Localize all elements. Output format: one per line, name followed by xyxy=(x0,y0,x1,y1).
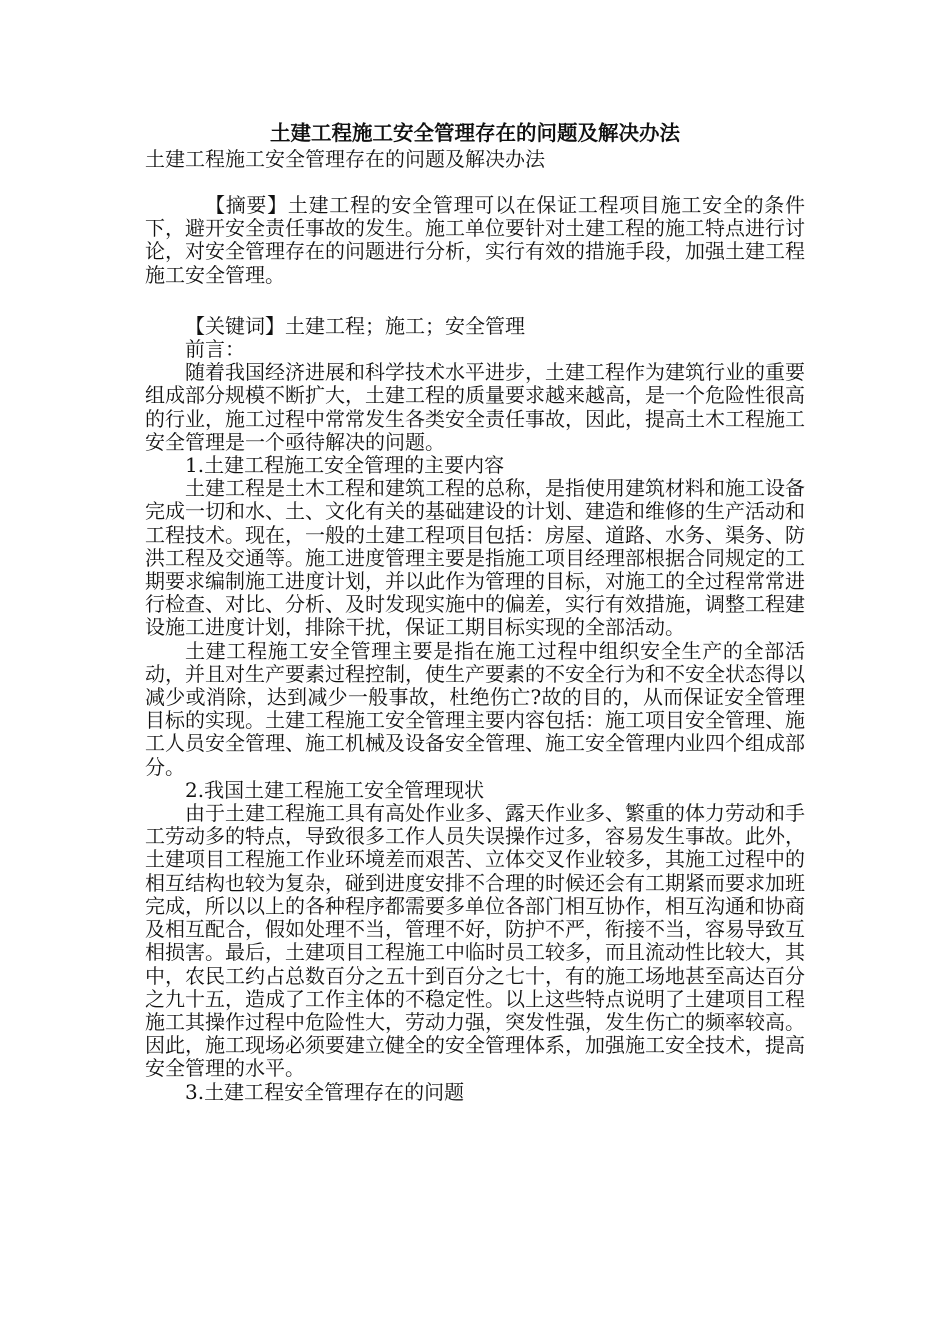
section-1-paragraph-2: 土建工程施工安全管理主要是指在施工过程中组织安全生产的全部活动，并且对生产要素过程控制，使生产要素的不安全行为和不安全状态得以减少或消除，达到减少一般事故，杜绝伤亡?故的目的，从而保证安全管理目标的实现。土建工程施工安全管理主要内容包括：施工项目安全管理、施工人员安全管理、施工机械及设备安全管理、施工安全管理内业四个组成部分。 xyxy=(145,638,805,779)
section-2-heading: 2.我国土建工程施工安全管理现状 xyxy=(185,777,485,802)
section-3-heading: 3.土建工程安全管理存在的问题 xyxy=(185,1079,465,1104)
section-1-paragraph-1: 土建工程是土木工程和建筑工程的总称，是指使用建筑材料和施工设备完成一切和水、土、文化有关的基础建设的计划、建造和维修的生产活动和工程技术。现在，一般的土建工程项目包括：房屋、道路、水务、渠务、防洪工程及交通等。施工进度管理主要是指施工项目经理部根据合同规定的工期要求编制施工进度计划，并以此作为管理的目标，对施工的全过程常常进行检查、对比、分析、及时发现实施中的偏差，实行有效措施，调整工程建设施工进度计划，排除干扰，保证工期目标实现的全部活动。 xyxy=(145,476,805,640)
preface-label: 前言： xyxy=(185,337,245,362)
section-2-paragraph-1: 由于土建工程施工具有高处作业多、露天作业多、繁重的体力劳动和手工劳动多的特点，导致很多工作人员失误操作过多，容易发生事故。此外，土建项目工程施工作业环境差而艰苦、立体交叉作业较多，其施工过程中的相互结构也较为复杂，碰到进度安排不合理的时候还会有工期紧而要求加班完成，所以以上的各种程序都需要多单位各部门相互协作，相互沟通和协商及相互配合，假如处理不当，管理不好，防护不严，衔接不当，容易导致互相损害。最后，土建项目工程施工中临时员工较多，而且流动性比较大，其中，农民工约占总数百分之五十到百分之七十，有的施工场地甚至高达百分之九十五，造成了工作主体的不稳定性。以上这些特点说明了土建项目工程施工其操作过程中危险性大，劳动力强，突发性强，发生伤亡的频率较高。因此，施工现场必须要建立健全的安全管理体系，加强施工安全技术，提高安全管理的水平。 xyxy=(145,801,805,1081)
section-1-heading: 1.土建工程施工安全管理的主要内容 xyxy=(185,453,505,478)
keywords-line: 【关键词】土建工程；施工；安全管理 xyxy=(185,313,525,338)
abstract-paragraph: 【摘要】土建工程的安全管理可以在保证工程项目施工安全的条件下，避开安全责任事故的发生。施工单位要针对土建工程的施工特点进行讨论，对安全管理存在的问题进行分析，实行有效的措施手段，加强土建工程施工安全管理。 xyxy=(145,193,805,287)
document-subtitle: 土建工程施工安全管理存在的问题及解决办法 xyxy=(145,147,545,171)
preface-paragraph: 随着我国经济进展和科学技术水平进步，土建工程作为建筑行业的重要组成部分规模不断扩大，土建工程的质量要求越来越高，是一个危险性很高的行业，施工过程中常常发生各类安全责任事故，因此，提高土木工程施工安全管理是一个亟待解决的问题。 xyxy=(145,360,805,454)
document-page xyxy=(145,120,805,1104)
document-title: 土建工程施工安全管理存在的问题及解决办法 xyxy=(270,121,680,145)
